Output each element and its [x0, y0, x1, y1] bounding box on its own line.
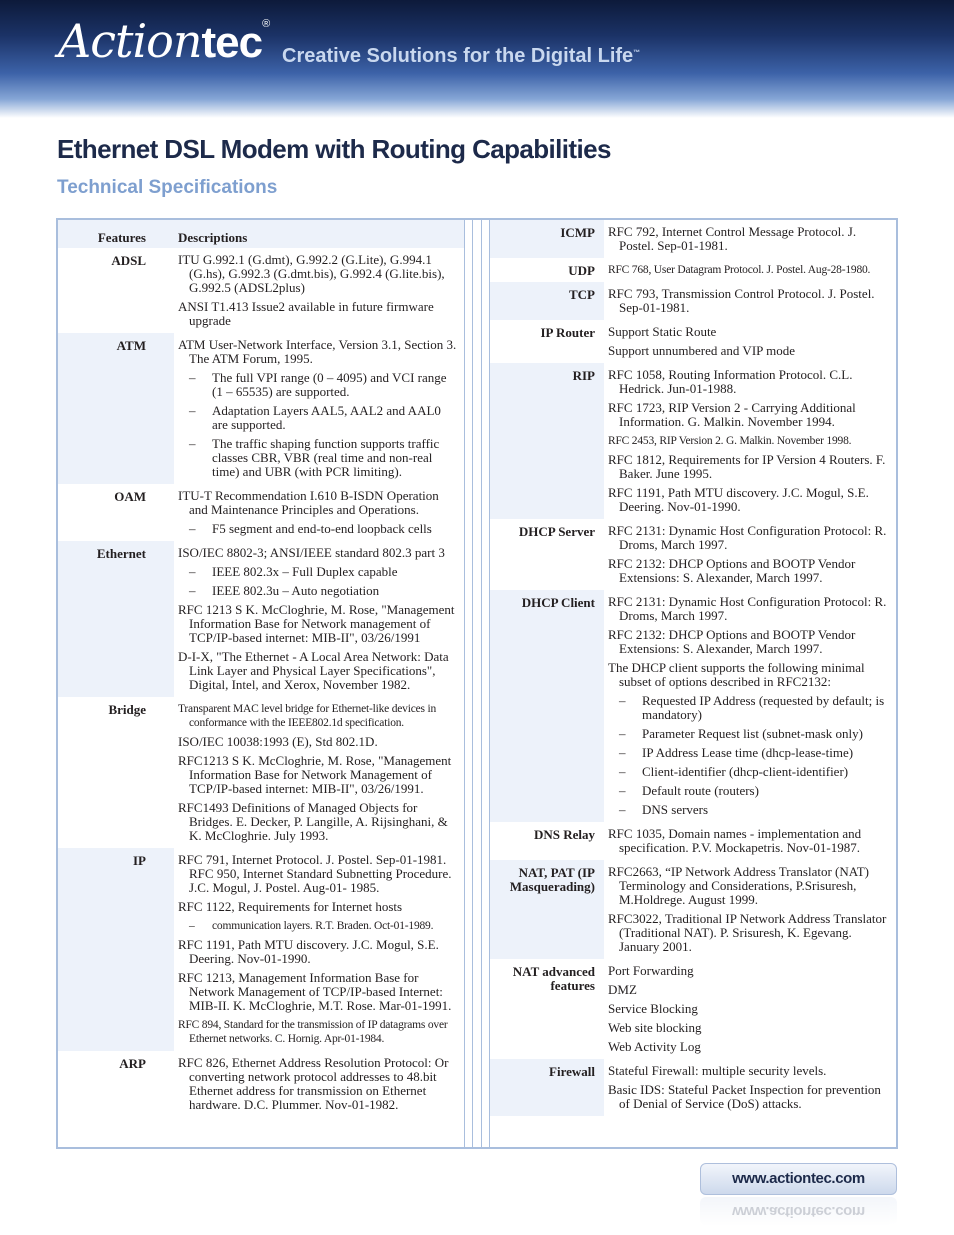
description-line: Transparent MAC level bridge for Ethernet-like devices in conformance with the IEEE802.1d specification. — [178, 703, 437, 729]
description-bullet: – Default route (routers) — [608, 784, 890, 798]
feature-description — [604, 258, 896, 282]
description-line: DMZ — [608, 982, 637, 997]
spec-row — [490, 1059, 896, 1116]
website-link[interactable]: www.actiontec.com — [700, 1163, 897, 1195]
spec-row — [490, 590, 896, 822]
description-line: RFC 1723, RIP Version 2 - Carrying Additional Information. G. Malkin. November 1994. — [608, 400, 856, 429]
spec-row — [58, 484, 464, 541]
description-line: RFC 2132: DHCP Options and BOOTP Vendor Extensions: S. Alexander, March 1997. — [608, 556, 856, 585]
spec-row — [58, 848, 464, 1051]
description-line: RFC 1213, Management Information Base for Network Management of TCP/IP-based Internet: MIB-II. K. McCloghrie, M.T. Rose. Mar-01-1991. — [178, 970, 452, 1013]
description-bullet: – Client-identifier (dhcp-client-identifier) — [608, 765, 890, 779]
description-bullet: – communication layers. R.T. Braden. Oct-01-1989. — [178, 919, 458, 933]
feature-name: ICMP — [490, 220, 604, 258]
description-line: ITU-T Recommendation I.610 B-ISDN Operation and Maintenance Principles and Operations. — [178, 488, 439, 517]
description-line: RFC 1812, Requirements for IP Version 4 Routers. F. Baker. June 1995. — [608, 452, 886, 481]
spec-row — [490, 860, 896, 959]
feature-name: UDP — [568, 263, 595, 278]
description-line: The DHCP client supports the following minimal subset of options described in RFC2132: — [608, 660, 865, 689]
description-bullet: – IEEE 802.3x – Full Duplex capable — [178, 565, 458, 579]
column-divider — [464, 220, 490, 1147]
spec-row — [58, 248, 464, 333]
feature-name: ARP — [119, 1056, 146, 1071]
table-header-row — [58, 220, 464, 248]
page-title: Ethernet DSL Modem with Routing Capabilities — [57, 134, 611, 164]
feature-name: OAM — [114, 489, 146, 504]
description-bullet: – Parameter Request list (subnet-mask only) — [608, 727, 890, 741]
feature-description — [604, 1059, 896, 1116]
description-line: ATM User-Network Interface, Version 3.1, Section 3. The ATM Forum, 1995. — [178, 337, 457, 366]
feature-name: IP Router — [540, 325, 595, 340]
description-line: ISO/IEC 8802-3; ANSI/IEEE standard 802.3 part 3 — [178, 545, 445, 560]
feature-description — [604, 519, 896, 590]
description-line: RFC 2131: Dynamic Host Configuration Protocol: R. Droms, March 1997. — [608, 594, 887, 623]
spec-row — [490, 258, 896, 282]
feature-name: Bridge — [108, 702, 146, 717]
feature-name: Ethernet — [58, 541, 174, 697]
description-bullet: – The traffic shaping function supports traffic classes CBR, VBR (real time and non-real time) and UBR (with PCR limiting). — [178, 437, 458, 479]
description-line: Web site blocking — [608, 1020, 702, 1035]
description-line: RFC 1122, Requirements for Internet hosts — [178, 899, 403, 914]
features-header: Features — [58, 220, 174, 248]
spec-row — [490, 822, 896, 860]
feature-description — [604, 320, 896, 363]
description-line: Service Blocking — [608, 1001, 698, 1016]
description-line: Stateful Firewall: multiple security levels. — [608, 1063, 827, 1078]
spec-row — [58, 333, 464, 484]
description-line: RFC 2132: DHCP Options and BOOTP Vendor Extensions: S. Alexander, March 1997. — [608, 627, 856, 656]
feature-description — [604, 282, 896, 320]
actiontec-logo — [58, 14, 270, 74]
description-bullet: – IP Address Lease time (dhcp-lease-time) — [608, 746, 890, 760]
spec-row — [490, 519, 896, 590]
description-line: RFC 2131: Dynamic Host Configuration Protocol: R. Droms, March 1997. — [608, 523, 887, 552]
description-line: ITU G.992.1 (G.dmt), G.992.2 (G.Lite), G.994.1 (G.hs), G.992.3 (G.dmt.bis), G.992.4 (G.lite.bis), G.992.5 (ADSL2plus) — [178, 252, 445, 295]
tagline-text: Creative Solutions for the Digital Life — [282, 45, 634, 67]
feature-description — [174, 484, 464, 541]
feature-name: DHCP Client — [490, 590, 604, 822]
description-line: RFC3022, Traditional IP Network Address Translator (Traditional NAT). P. Srisuresh, K. Egevang. January 2001. — [608, 911, 887, 954]
website-link-reflection: www.actiontec.com — [700, 1197, 897, 1225]
description-line: Support Static Route — [608, 324, 717, 339]
spec-row — [490, 320, 896, 363]
description-line: Web Activity Log — [608, 1039, 701, 1054]
page-subtitle: Technical Specifications — [57, 177, 278, 198]
description-line: Support unnumbered and VIP mode — [608, 343, 796, 358]
description-line: RFC 1191, Path MTU discovery. J.C. Mogul, S.E. Deering. Nov-01-1990. — [608, 485, 869, 514]
spec-row — [490, 220, 896, 258]
description-line: RFC 1191, Path MTU discovery. J.C. Mogul, S.E. Deering. Nov-01-1990. — [178, 937, 439, 966]
feature-description — [604, 959, 896, 1059]
description-bullet: – Requested IP Address (requested by default; is mandatory) — [608, 694, 890, 722]
header-banner — [0, 0, 954, 118]
description-bullet: – The full VPI range (0 – 4095) and VCI range (1 – 65535) are supported. — [178, 371, 458, 399]
logo-script-text: Action — [58, 14, 202, 68]
spec-column-right — [490, 220, 896, 1147]
description-line: RFC1493 Definitions of Managed Objects for Bridges. E. Decker, P. Langille, A. Rijsinghani, & K. McCloghrie. July 1993. — [178, 800, 448, 843]
spec-row — [490, 363, 896, 519]
feature-name: ADSL — [111, 253, 146, 268]
feature-description — [604, 860, 896, 959]
feature-description — [604, 822, 896, 860]
description-line: RFC 792, Internet Control Message Protocol. J. Postel. Sep-01-1981. — [608, 224, 857, 253]
description-bullet: – F5 segment and end-to-end loopback cells — [178, 522, 458, 536]
feature-description — [174, 541, 464, 697]
description-line: RFC 894, Standard for the transmission of IP datagrams over Ethernet networks. C. Hornig. Apr-01-1984. — [178, 1019, 448, 1045]
description-bullet: – Adaptation Layers AAL5, AAL2 and AAL0 are supported. — [178, 404, 458, 432]
feature-name: ATM — [58, 333, 174, 484]
spec-row — [490, 959, 896, 1059]
feature-description — [604, 363, 896, 519]
spec-row — [58, 1051, 464, 1117]
description-line: Basic IDS: Stateful Packet Inspection for prevention of Denial of Service (DoS) attacks. — [608, 1082, 881, 1111]
description-bullet: – DNS servers — [608, 803, 890, 817]
tagline — [282, 45, 640, 68]
feature-name: IP — [58, 848, 174, 1051]
description-line: RFC 1058, Routing Information Protocol. C.L. Hedrick. Jun-01-1988. — [608, 367, 853, 396]
spec-column-left — [58, 220, 464, 1147]
description-line: RFC 768, User Datagram Protocol. J. Postel. Aug-28-1980. — [608, 264, 871, 276]
spec-table — [56, 218, 898, 1149]
description-line: RFC 2453, RIP Version 2. G. Malkin. November 1998. — [608, 435, 852, 447]
description-bullet: – IEEE 802.3u – Auto negotiation — [178, 584, 458, 598]
description-line: RFC 1213 S K. McCloghrie, M. Rose, "Management Information Base for Network management of TCP/IP-based internet: MIB-II", 03/26/1991 — [178, 602, 455, 645]
description-line: RFC2663, “IP Network Address Translator (NAT) Terminology and Considerations, P.Srisuresh, M.Holdrege. August 1999. — [608, 864, 869, 907]
feature-description — [604, 590, 896, 822]
feature-name: NAT advanced features — [512, 964, 595, 993]
descriptions-header: Descriptions — [174, 220, 464, 248]
feature-description — [174, 1051, 464, 1117]
feature-description — [174, 697, 464, 848]
description-line: RFC 791, Internet Protocol. J. Postel. Sep-01-1981. RFC 950, Internet Standard Subnetting Procedure. J.C. Mogul, J. Postel. Aug-01- 1985. — [178, 852, 452, 895]
description-line: ANSI T1.413 Issue2 available in future firmware upgrade — [178, 299, 434, 328]
spec-row — [58, 697, 464, 848]
description-line: RFC1213 S K. McCloghrie, M. Rose, "Management Information Base for Network Management of TCP/IP-based internet: MIB-II", 03/26/1991. — [178, 753, 452, 796]
feature-name: TCP — [490, 282, 604, 320]
feature-description — [604, 220, 896, 258]
feature-name: DHCP Server — [518, 524, 595, 539]
description-line: RFC 826, Ethernet Address Resolution Protocol: Or converting network protocol addresses to 48.bit Ethernet address for transmission on Ethernet hardware. D.C. Plummer. Nov-01-1982. — [178, 1055, 449, 1112]
logo-bold-text: tec — [201, 18, 263, 67]
description-line: ISO/IEC 10038:1993 (E), Std 802.1D. — [178, 734, 378, 749]
feature-description — [174, 248, 464, 333]
trademark-mark: ™ — [633, 49, 641, 57]
feature-name: RIP — [490, 363, 604, 519]
spec-row — [490, 282, 896, 320]
feature-name: Firewall — [490, 1059, 604, 1116]
feature-description — [174, 848, 464, 1051]
description-line: RFC 1035, Domain names - implementation and specification. P.V. Mockapetris. Nov-01-1987. — [608, 826, 862, 855]
feature-description — [174, 333, 464, 484]
registered-mark: ® — [262, 18, 271, 30]
spec-row — [58, 541, 464, 697]
feature-name: NAT, PAT (IP Masquerading) — [490, 860, 604, 959]
feature-name: DNS Relay — [533, 827, 595, 842]
description-line: Port Forwarding — [608, 963, 694, 978]
description-line: D-I-X, "The Ethernet - A Local Area Network: Data Link Layer and Physical Layer Specifications", Digital, Intel, and Xerox, November 1982. — [178, 649, 449, 692]
description-line: RFC 793, Transmission Control Protocol. J. Postel. Sep-01-1981. — [608, 286, 875, 315]
